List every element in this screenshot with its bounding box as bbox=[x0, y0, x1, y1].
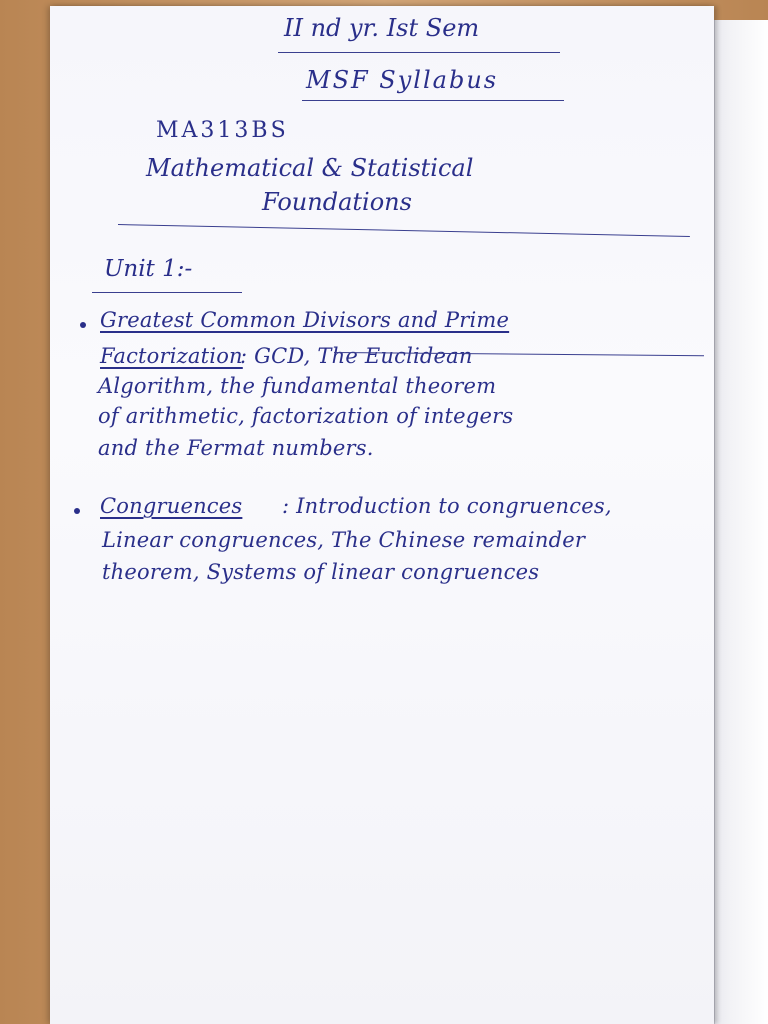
unit-label: Unit 1:- bbox=[104, 256, 193, 282]
topic-2-line-3: theorem, Systems of linear congruences bbox=[102, 560, 540, 584]
topic-2-line-2: Linear congruences, The Chinese remainder bbox=[102, 528, 586, 552]
syllabus-heading: MSF Syllabus bbox=[306, 66, 499, 94]
course-code: MA313BS bbox=[156, 118, 289, 143]
topic-1-line-3: of arithmetic, factorization of integers bbox=[98, 404, 514, 428]
topic-2-bullet bbox=[74, 508, 80, 514]
header-underline-2 bbox=[302, 100, 564, 101]
topic-1-line-4: and the Fermat numbers. bbox=[98, 436, 374, 460]
course-title-line-2: Foundations bbox=[262, 188, 412, 216]
topic-2-line-1: : Introduction to congruences, bbox=[282, 494, 612, 518]
topic-1-bullet bbox=[80, 322, 86, 328]
topic-1-line-1: : GCD, The Euclidean bbox=[240, 344, 473, 368]
topic-1-heading-cont: Factorization bbox=[100, 344, 243, 368]
course-title-line-1: Mathematical & Statistical bbox=[146, 154, 474, 182]
topic-1-line-2: Algorithm, the fundamental theorem bbox=[98, 374, 497, 398]
header-underline-1 bbox=[278, 52, 560, 53]
year-semester-heading: II nd yr. Ist Sem bbox=[284, 14, 480, 42]
topic-2-heading: Congruences bbox=[100, 494, 243, 518]
page-edge bbox=[714, 20, 768, 1024]
unit-underline bbox=[92, 292, 242, 293]
topic-1-heading: Greatest Common Divisors and Prime bbox=[100, 308, 510, 332]
